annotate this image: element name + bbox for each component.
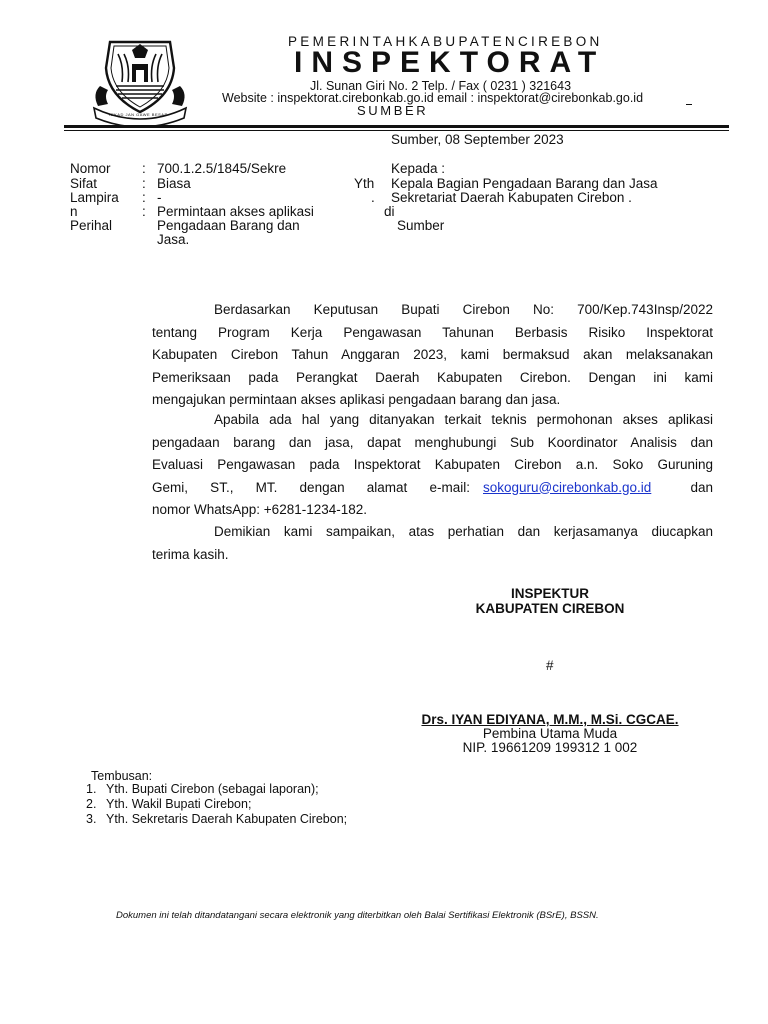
perihal-label: Perihal xyxy=(70,218,113,233)
tembusan-item xyxy=(86,812,348,826)
tembusan-item xyxy=(86,782,319,796)
tembusan-number: 3. xyxy=(86,812,97,826)
letter-date: Sumber, 08 September 2023 xyxy=(391,132,564,147)
recipient-place: Sumber xyxy=(397,218,445,233)
lampiran-colon: : xyxy=(142,190,146,205)
perihal-value-line3: Jasa. xyxy=(157,232,190,247)
recipient-line1: Kepala Bagian Pengadaan Barang dan Jasa xyxy=(391,176,658,191)
tembusan-text: Yth. Bupati Cirebon (sebagai laporan); xyxy=(106,782,319,796)
nomor-label: Nomor xyxy=(70,161,111,176)
emblem-motto: TEKAD JAN GAWE BESAR xyxy=(108,112,168,117)
perihal-value-line2: Pengadaan Barang dan xyxy=(157,218,300,233)
signatory-name: Drs. IYAN EDIYANA, M.M., M.Si. CGCAE. xyxy=(421,712,679,727)
recipient-yth-dot: . xyxy=(371,190,375,205)
tembusan-number: 2. xyxy=(86,797,97,811)
signatory-rank: Pembina Utama Muda xyxy=(482,726,618,741)
tembusan-text: Yth. Sekretaris Daerah Kabupaten Cirebon; xyxy=(106,812,348,826)
letterhead-rule-thin xyxy=(64,130,729,131)
signatory-title-2: KABUPATEN CIREBON xyxy=(475,601,625,616)
paragraph-line: Berdasarkan Keputusan Bupati Cirebon No: 700/Kep.743Insp/2022 xyxy=(214,302,713,317)
paragraph-line: Pemeriksaan pada Perangkat Daerah Kabupaten Cirebon. Dengan ini kami xyxy=(152,369,713,385)
nomor-value: 700.1.2.5/1845/Sekre xyxy=(157,161,287,176)
tembusan-label: Tembusan: xyxy=(91,769,153,783)
recipient-line2: Sekretariat Daerah Kabupaten Cirebon . xyxy=(391,190,632,205)
recipient-kepada: Kepada : xyxy=(391,161,446,176)
recipient-yth: Yth xyxy=(354,176,375,191)
paragraph-line: terima kasih. xyxy=(152,546,229,562)
paragraph-line: Demikian kami sampaikan, atas perhatian dan kerjasamanya diucapkan xyxy=(214,524,713,539)
electronic-signature-note: Dokumen ini telah ditandatangani secara elektronik yang diterbitkan oleh Balai Sertifikasi Elektronik (BSrE), BSSN. xyxy=(116,910,599,921)
office-name: INSPEKTORAT xyxy=(294,46,606,79)
paragraph-line: pengadaan barang dan jasa, dapat menghubungi Sub Koordinator Analisis dan xyxy=(152,434,713,450)
nomor-colon: : xyxy=(142,161,146,176)
lampiran-label: Lampira xyxy=(70,190,119,205)
paragraph-line: Kabupaten Cirebon Tahun Anggaran 2023, kami bermaksud akan melaksanakan xyxy=(152,347,713,362)
email-intro: Gemi, ST., MT. dengan alamat e-mail: xyxy=(152,479,470,495)
government-name: PEMERINTAHKABUPATENCIREBON xyxy=(288,34,603,49)
tembusan-number: 1. xyxy=(86,782,97,796)
recipient-di: di xyxy=(384,204,395,219)
paragraph-line: mengajukan permintaan akses aplikasi pengadaan barang dan jasa. xyxy=(152,392,561,407)
perihal-colon: : xyxy=(142,204,146,219)
body-paragraph-1 xyxy=(152,299,713,412)
sifat-value: Biasa xyxy=(157,176,191,191)
signatory-title-1: INSPEKTUR xyxy=(510,586,589,601)
paragraph-line: nomor WhatsApp: +6281-1234-182. xyxy=(152,502,368,517)
lampiran-label-wrap: n xyxy=(70,204,78,219)
office-address: Jl. Sunan Giri No. 2 Telp. / Fax ( 0231 ) 321643 xyxy=(310,79,572,93)
perihal-value-line1: Permintaan akses aplikasi xyxy=(157,204,314,219)
office-website: Website : inspektorat.cirebonkab.go.id email : inspektorat@cirebonkab.go.id xyxy=(222,91,644,105)
paragraph-line: tentang Program Kerja Pengawasan Tahunan Berbasis Risiko Inspektorat xyxy=(152,324,713,340)
paragraph-line: Evaluasi Pengawasan pada Inspektorat Kabupaten Cirebon a.n. Soko Guruning xyxy=(152,457,713,472)
regency-emblem xyxy=(88,34,192,130)
paragraph-line: Apabila ada hal yang ditanyakan terkait teknis permohonan akses aplikasi xyxy=(214,412,713,427)
signature-mark: # xyxy=(546,658,554,673)
letterhead-rule-thick xyxy=(64,125,729,128)
email-suffix: dan xyxy=(690,479,713,495)
tembusan-item xyxy=(86,797,252,811)
body-paragraph-3 xyxy=(152,521,713,566)
body-paragraph-2 xyxy=(152,409,713,522)
sifat-label: Sifat xyxy=(70,176,98,191)
sifat-colon: : xyxy=(142,176,146,191)
lampiran-value: - xyxy=(157,190,162,205)
tembusan-text: Yth. Wakil Bupati Cirebon; xyxy=(106,797,252,811)
paragraph-line-email xyxy=(152,477,713,500)
office-city: SUMBER xyxy=(357,103,429,118)
contact-email-link[interactable]: sokoguru@cirebonkab.go.id xyxy=(483,479,652,495)
signatory-nip: NIP. 19661209 199312 1 002 xyxy=(462,740,638,755)
website-underline-tail xyxy=(686,104,692,105)
